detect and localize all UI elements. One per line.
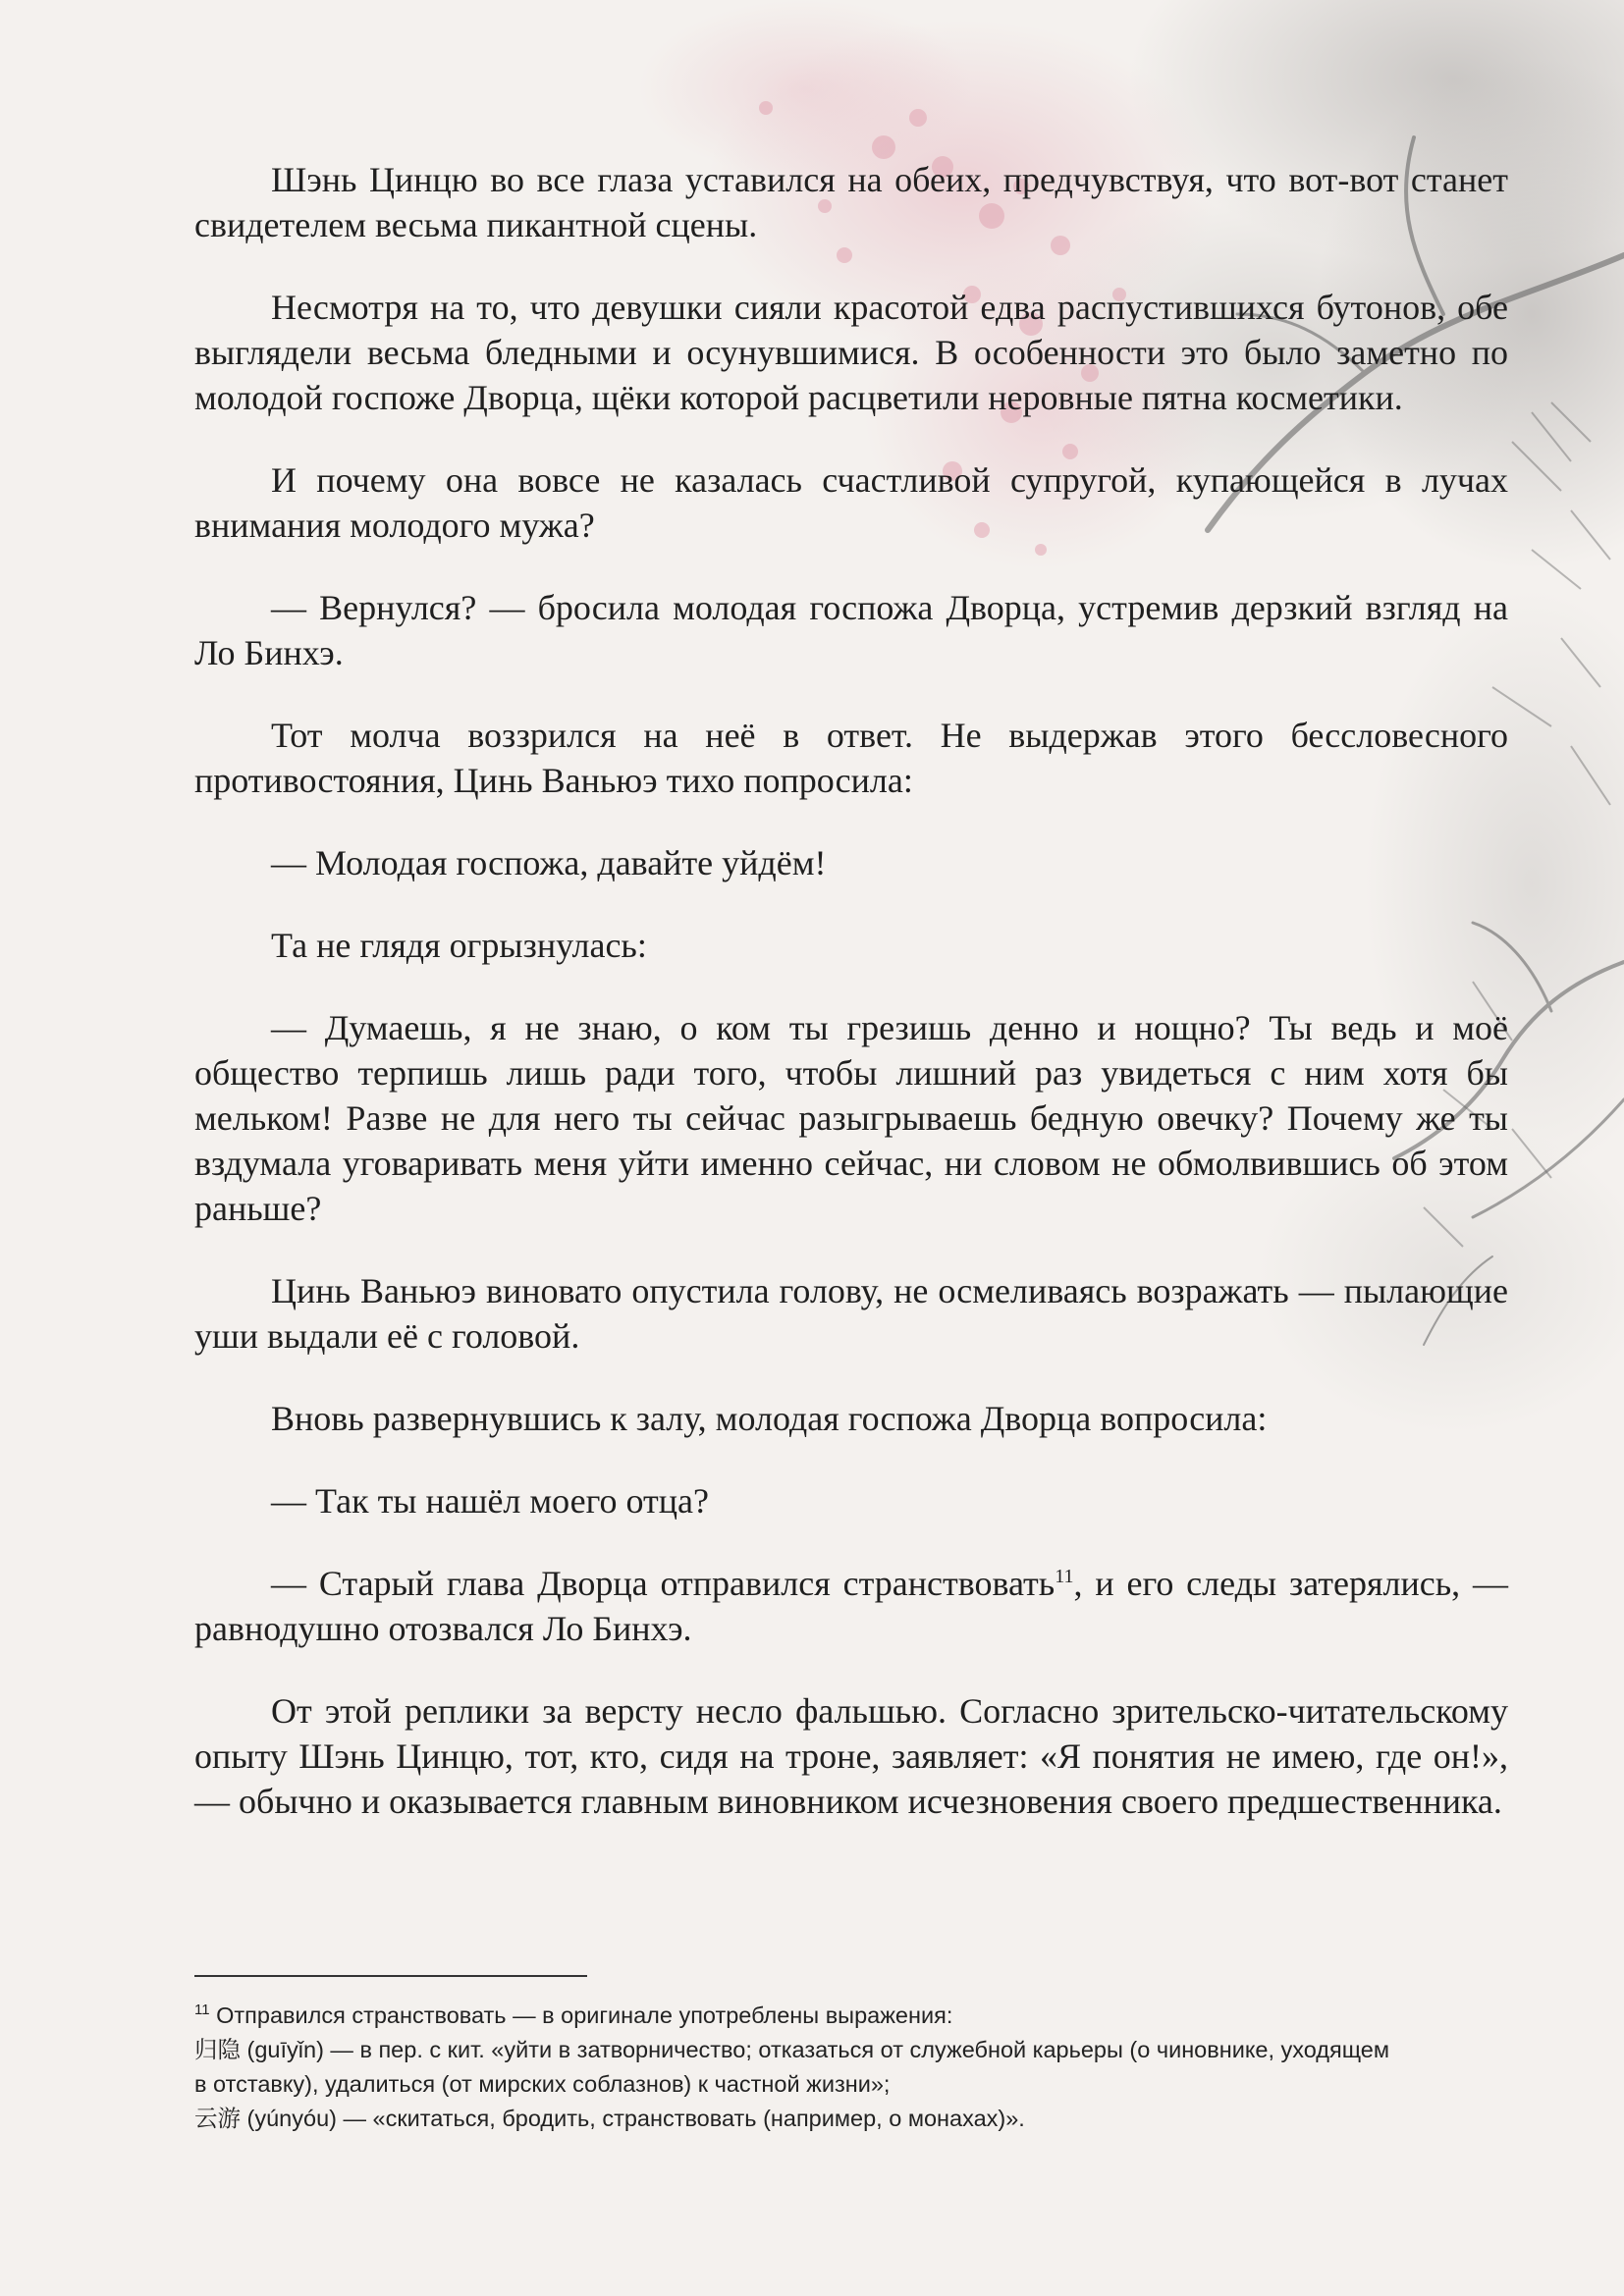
footnote-title-text: Отправился странствовать — в оригинале употреблены выражения:	[209, 2002, 953, 2028]
paragraph: Та не глядя огрызнулась:	[271, 926, 647, 965]
paragraph: Несмотря на то, что девушки сияли красотой едва распустившихся бутонов, обе выглядели весьма бледными и осунувшимися. В особенности это было заметно по молодой госпоже Дворца, щёки которой расцветили неровные пятна косметики.	[194, 288, 1508, 417]
main-text	[194, 157, 1508, 1861]
paragraph: — Молодая госпожа, давайте уйдём!	[271, 843, 827, 882]
footnote-line: 归隐 (guīyǐn) — в пер. с кит. «уйти в затворничество; отказаться от служебной карьеры (о чиновнике, уходящем	[194, 2037, 1390, 2062]
footnote-ref-marker[interactable]: 11	[1055, 1566, 1074, 1587]
footnote-line: 云游 (yúnyóu) — «скитаться, бродить, странствовать (например, о монахах)».	[194, 2106, 1025, 2131]
paragraph: Шэнь Цинцю во все глаза уставился на обеих, предчувствуя, что вот-вот станет свидетелем весьма пикантной сцены.	[194, 160, 1508, 244]
paragraph-text: , и его следы затерялись, — равнодушно отозвался Ло Бинхэ.	[194, 1564, 1509, 1648]
paragraph: И почему она вовсе не казалась счастливой супругой, купающейся в лучах внимания молодого мужа?	[194, 460, 1508, 545]
footnote-title	[194, 1999, 1510, 2033]
paragraph-with-footnote-ref	[194, 1561, 1508, 1651]
paragraph: — Думаешь, я не знаю, о ком ты грезишь денно и нощно? Ты ведь и моё общество терпишь лишь ради того, чтобы лишний раз увидеться с ним хотя бы мельком! Разве не для него ты сейчас разыгрываешь бедную овечку? Почему же ты вздумала уговаривать меня уйти именно сейчас, ни словом не обмолвившись об этом раньше?	[194, 1008, 1508, 1228]
paragraph: — Вернулся? — бросила молодая госпожа Дворца, устремив дерзкий взгляд на Ло Бинхэ.	[194, 588, 1508, 672]
footnote-marker: 11	[194, 2002, 210, 2019]
paragraph: Цинь Ваньюэ виновато опустила голову, не осмеливаясь возражать — пылающие уши выдали её с головой.	[194, 1271, 1508, 1356]
footnotes-section	[194, 1975, 1510, 2136]
footnote-divider	[194, 1975, 587, 1977]
paragraph: Тот молча воззрился на неё в ответ. Не выдержав этого бессловесного противостояния, Цинь Ваньюэ тихо попросила:	[194, 716, 1508, 800]
paragraph-text: — Старый глава Дворца отправился странствовать	[271, 1564, 1056, 1603]
paragraph: От этой реплики за версту несло фальшью. Согласно зрительско-читательскому опыту Шэнь Цинцю, тот, кто, сидя на троне, заявляет: «Я понятия не имею, где он!», — обычно и оказывается главным виновником исчезновения своего предшественника.	[194, 1691, 1508, 1821]
paragraph: — Так ты нашёл моего отца?	[271, 1481, 709, 1521]
paragraph: Вновь развернувшись к залу, молодая госпожа Дворца вопросила:	[271, 1399, 1268, 1438]
footnote-line: в отставку), удалиться (от мирских соблазнов) к частной жизни»;	[194, 2071, 891, 2097]
